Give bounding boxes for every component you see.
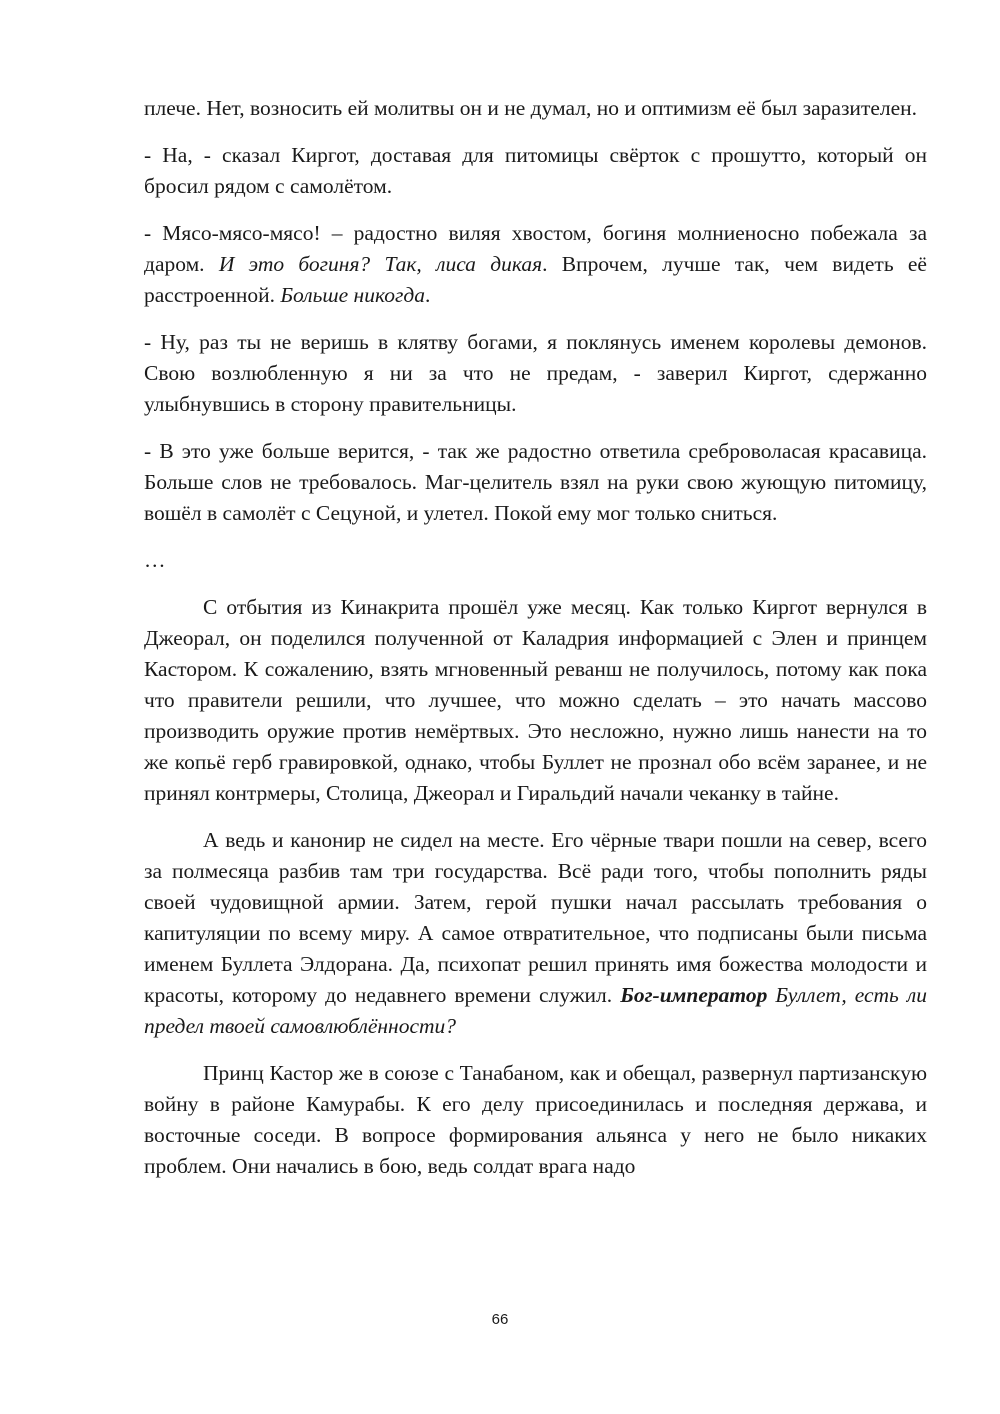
paragraph [144,327,927,420]
paragraph [144,93,927,124]
italic-text-run: Буллет, есть ли предел твоей самовлюблённости? [144,983,927,1038]
text-run: . Впрочем, лучше так, чем видеть её расстроенной. [144,252,927,307]
text-run: … [144,548,166,572]
text-run: Принц Кастор же в союзе с Танабаном, как и обещал, развернул партизанскую войну в районе Камурабы. К его делу присоединилась и последняя держава, и восточные соседи. В вопросе формирования альянса у него не было никаких проблем. Они начались в бою, ведь солдат врага надо [144,1061,927,1178]
text-run: - На, - сказал Киргот, доставая для питомицы свёрток с прошутто, который он бросил рядом с самолётом. [144,143,927,198]
paragraph [144,592,927,809]
text-run: С отбытия из Кинакрита прошёл уже месяц. Как только Киргот вернулся в Джеорал, он поделился полученной от Каладрия информацией с Элен и принцем Кастором. К сожалению, взять мгновенный реванш не получилось, потому как пока что правители решили, что лучшее, что можно сделать – это начать массово производить оружие против немёртвых. Это несложно, нужно лишь нанести на то же копьё герб гравировкой, однако, чтобы Буллет не прознал обо всём заранее, и не принял контрмеры, Столица, Джеорал и Гиральдий начали чеканку в тайне. [144,595,927,805]
text-run: А ведь и канонир не сидел на месте. Его чёрные твари пошли на север, всего за полмесяца разбив там три государства. Всё ради того, чтобы пополнить ряды своей чудовищной армии. Затем, герой пушки начал рассылать требования о капитуляции по всему миру. А самое отвратительное, что подписаны были письма именем Буллета Элдорана. Да, психопат решил принять имя божества молодости и красоты, которому до недавнего времени служил. [144,828,927,1007]
page-number: 66 [491,1311,509,1328]
text-run: - Мясо-мясо-мясо! – радостно виляя хвостом, богиня молниеносно побежала за даром. [144,221,927,276]
body-text [144,93,927,1198]
scene-break [144,545,927,576]
text-run: плече. Нет, возносить ей молитвы он и не думал, но и оптимизм её был заразителен. [144,96,918,120]
paragraph [144,825,927,1042]
italic-text-run: И это богиня? Так, лиса дикая [218,252,543,276]
text-run: . [424,283,431,307]
paragraph [144,436,927,529]
bold-italic-text-run: Бог-император [620,983,768,1007]
paragraph [144,1058,927,1182]
text-run: - Ну, раз ты не веришь в клятву богами, я поклянусь именем королевы демонов. Свою возлюбленную я ни за что не предам, - заверил Киргот, сдержанно улыбнувшись в сторону правительницы. [144,330,927,416]
paragraph [144,140,927,202]
italic-text-run: Больше никогда [280,283,425,307]
text-run: - В это уже больше верится, - так же радостно ответила среброволасая красавица. Больше слов не требовалось. Маг-целитель взял на руки свою жующую питомицу, вошёл в самолёт с Сецуной, и улетел. Покой ему мог только сниться. [144,439,927,525]
paragraph [144,218,927,311]
